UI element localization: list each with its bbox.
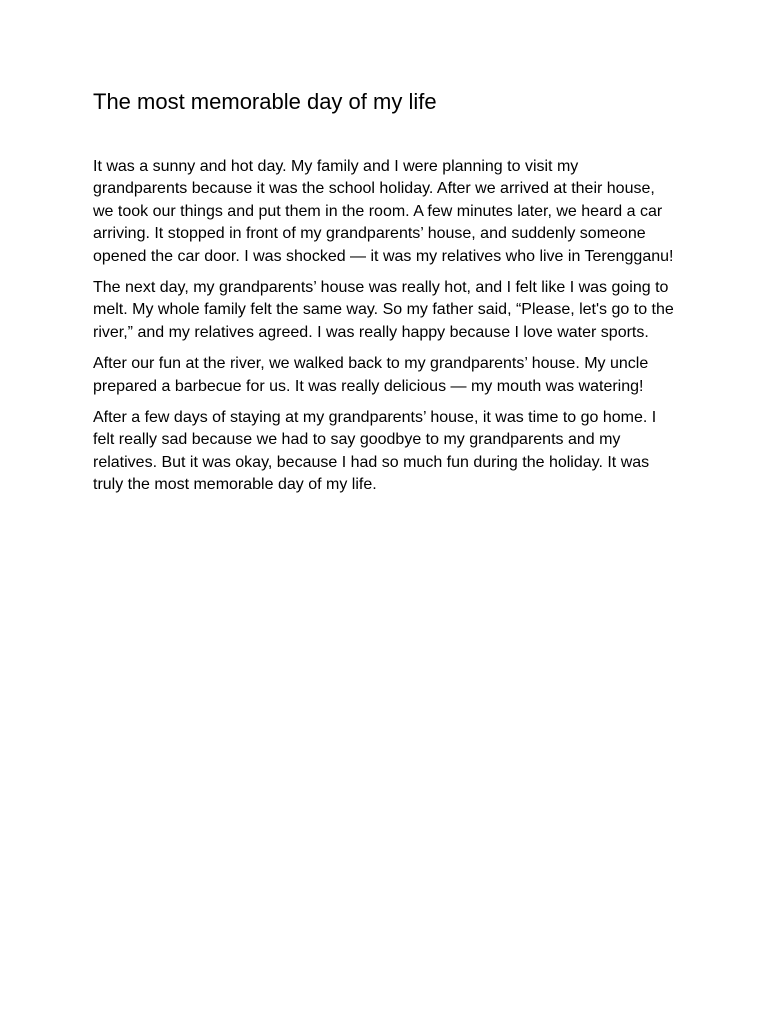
paragraph-2: The next day, my grandparents’ house was really hot, and I felt like I was going to melt. My whole family felt the same way. So my father said, “Please, let's go to the river,” and my relatives agreed. I was really happy because I love water sports. xyxy=(93,279,674,341)
paragraph-1: It was a sunny and hot day. My family and I were planning to visit my grandparents because it was the school holiday. After we arrived at their house, we took our things and put them in the room. A few minutes later, we heard a car arriving. It stopped in front of my grandparents’ house, and suddenly someone opened the car door. I was shocked — it was my relatives who live in Terengganu! xyxy=(93,158,674,265)
paragraph-4: After a few days of staying at my grandparents’ house, it was time to go home. I felt really sad because we had to say goodbye to my grandparents and my relatives. But it was okay, because I had so much fun during the holiday. It was truly the most memorable day of my life. xyxy=(93,409,657,494)
document-body xyxy=(93,156,675,497)
paragraph-3: After our fun at the river, we walked back to my grandparents’ house. My uncle prepared a barbecue for us. It was really delicious — my mouth was watering! xyxy=(93,355,649,395)
document-title: The most memorable day of my life xyxy=(93,89,437,114)
